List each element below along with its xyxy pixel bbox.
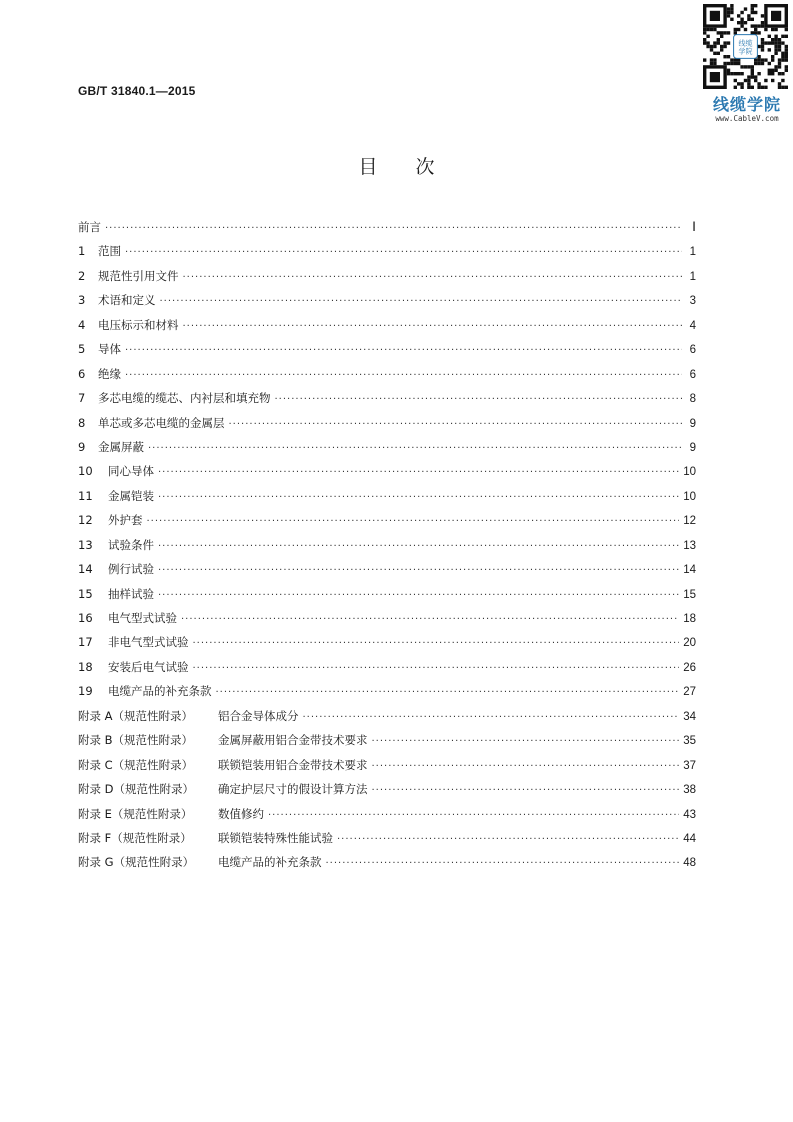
toc-entry[interactable]: [78, 337, 696, 361]
toc-entry-label: 联锁铠装特殊性能试验: [218, 830, 333, 845]
toc-entry-page: 14: [683, 564, 696, 577]
toc-entry[interactable]: [78, 557, 696, 581]
toc-dot-leader: [158, 559, 679, 583]
toc-entry[interactable]: [78, 630, 696, 654]
toc-entry-page: 6: [689, 368, 696, 381]
toc-dot-leader: [147, 510, 680, 534]
toc-entry-label: 非电气型式试验: [108, 635, 189, 650]
toc-entry-label: 电压标示和材料: [98, 317, 179, 332]
toc-entry-number: 2: [78, 268, 86, 283]
toc-dot-leader: [372, 755, 680, 779]
toc-dot-leader: [326, 852, 680, 876]
toc-entry-number: 5: [78, 342, 86, 357]
toc-dot-leader: [183, 266, 683, 290]
toc-entry[interactable]: [78, 728, 696, 752]
toc-entry[interactable]: [78, 386, 696, 410]
page-title: 目次: [358, 156, 473, 178]
toc-entry-label: 试验条件: [108, 537, 154, 552]
toc-entry-number: 4: [78, 317, 86, 332]
toc-entry-number: 附录 B（规范性附录）: [78, 733, 194, 748]
toc-entry-page: 27: [683, 686, 696, 699]
toc-entry-number: 3: [78, 293, 86, 308]
toc-entry[interactable]: [78, 459, 696, 483]
toc-entry-label: 铝合金导体成分: [218, 708, 299, 723]
toc-entry-page: 20: [683, 637, 696, 650]
toc-entry-number: 15: [78, 586, 93, 601]
toc-entry-number: 附录 F（规范性附录）: [78, 830, 192, 845]
toc-entry-label: 确定护层尺寸的假设计算方法: [218, 782, 368, 797]
toc-entry-label: 数值修约: [218, 806, 264, 821]
toc-entry[interactable]: [78, 435, 696, 459]
qr-code-icon: [700, 2, 792, 90]
toc-dot-leader: [181, 608, 679, 632]
toc-entry-number: 附录 C（规范性附录）: [78, 757, 194, 772]
toc-entry[interactable]: [78, 411, 696, 435]
toc-entry-page: 3: [689, 295, 696, 308]
toc-entry[interactable]: [78, 362, 696, 386]
toc-entry-page: 12: [683, 515, 696, 528]
toc-entry-label: 金属屏蔽: [98, 439, 144, 454]
toc-entry-label: 规范性引用文件: [98, 268, 179, 283]
toc-entry-number: 18: [78, 659, 93, 674]
brand-name: 线缆学院: [712, 95, 781, 114]
toc-dot-leader: [372, 730, 680, 754]
toc-entry-label: 金属屏蔽用铝合金带技术要求: [218, 733, 368, 748]
toc-entry-page: 13: [683, 539, 696, 552]
toc-entry-number: 14: [78, 562, 93, 577]
toc-dot-leader: [158, 584, 679, 608]
toc-entry-label: 联锁铠装用铝合金带技术要求: [218, 757, 368, 772]
toc-entry-label: 安装后电气试验: [108, 659, 189, 674]
toc-entry-number: 17: [78, 635, 93, 650]
toc-entry[interactable]: [78, 508, 696, 532]
toc-entry-number: 附录 G（规范性附录）: [78, 855, 195, 870]
brand-url: www.CableV.com: [715, 114, 779, 123]
toc-entry-label: 单芯或多芯电缆的金属层: [98, 415, 225, 430]
toc-entry-label: 导体: [98, 342, 121, 357]
toc-entry[interactable]: [78, 826, 696, 850]
toc-entry-label: 范围: [98, 244, 121, 259]
toc-entry-page: 37: [683, 759, 696, 772]
toc-entry-number: 8: [78, 415, 86, 430]
toc-dot-leader: [125, 364, 682, 388]
toc-entry-number: 9: [78, 439, 86, 454]
toc-dot-leader: [372, 779, 680, 803]
toc-entry-page: 6: [689, 344, 696, 357]
toc-entry-page: 10: [683, 466, 696, 479]
toc-entry[interactable]: [78, 802, 696, 826]
toc-entry-page: 44: [683, 832, 696, 845]
toc-entry-page: 18: [683, 613, 696, 625]
toc-entry-label: 外护套: [108, 513, 143, 528]
toc-entry-page: 4: [689, 319, 696, 332]
toc-entry-number: 12: [78, 513, 93, 528]
toc-dot-leader: [125, 241, 682, 265]
toc-dot-leader: [158, 461, 679, 485]
toc-dot-leader: [148, 437, 682, 461]
toc-entry-number: 1: [78, 244, 86, 259]
toc-entry-label: 绝缘: [98, 366, 121, 381]
toc-entry[interactable]: [78, 655, 696, 679]
toc-entry[interactable]: [78, 239, 696, 263]
standard-code: GB/T 31840.1—2015: [78, 84, 196, 98]
toc-entry[interactable]: [78, 215, 696, 239]
toc-entry-page: 34: [683, 710, 696, 723]
toc-entry-page: 9: [689, 441, 696, 454]
toc-entry-page: 26: [683, 661, 696, 674]
toc-entry-number: 6: [78, 366, 86, 381]
toc-entry-page: 38: [683, 784, 696, 797]
toc-entry[interactable]: [78, 313, 696, 337]
toc-dot-leader: [216, 681, 680, 705]
toc-entry-number: 19: [78, 684, 93, 699]
table-of-contents: [78, 215, 696, 875]
toc-entry-page: 1: [689, 246, 696, 259]
toc-entry-label: 电缆产品的补充条款: [108, 684, 212, 699]
toc-dot-leader: [268, 804, 679, 828]
toc-dot-leader: [337, 828, 679, 852]
toc-dot-leader: [158, 535, 679, 559]
toc-entry-label: 电气型式试验: [108, 611, 177, 625]
qr-badge-text: 线缆: [738, 39, 753, 48]
toc-entry-label: 多芯电缆的缆芯、内衬层和填充物: [98, 391, 271, 406]
toc-entry[interactable]: [78, 850, 696, 874]
toc-entry-label: 金属铠装: [108, 488, 154, 503]
toc-entry[interactable]: [78, 582, 696, 606]
toc-entry-number: 附录 E（规范性附录）: [78, 806, 193, 821]
toc-entry-label: 电缆产品的补充条款: [218, 855, 322, 870]
toc-dot-leader: [158, 486, 679, 510]
toc-dot-leader: [183, 315, 683, 339]
toc-entry-number: 10: [78, 464, 93, 479]
toc-dot-leader: [275, 388, 683, 412]
toc-entry-label: 抽样试验: [108, 586, 154, 601]
toc-entry-page: 8: [689, 393, 696, 406]
toc-entry-label: 术语和定义: [98, 293, 156, 308]
toc-entry-page: Ⅰ: [692, 219, 696, 234]
toc-dot-leader: [229, 413, 683, 437]
toc-entry-label: 同心导体: [108, 464, 154, 479]
toc-dot-leader: [105, 217, 682, 241]
toc-entry[interactable]: [78, 679, 696, 703]
toc-dot-leader: [125, 339, 682, 363]
toc-entry[interactable]: [78, 777, 696, 801]
toc-entry[interactable]: [78, 606, 696, 630]
toc-entry-page: 15: [683, 588, 696, 601]
toc-entry[interactable]: [78, 288, 696, 312]
toc-entry-number: 附录 D（规范性附录）: [78, 782, 195, 797]
toc-entry-page: 9: [689, 417, 696, 430]
toc-entry[interactable]: [78, 533, 696, 557]
toc-entry-page: 1: [689, 270, 696, 283]
toc-entry[interactable]: [78, 704, 696, 728]
toc-dot-leader: [160, 290, 683, 314]
toc-dot-leader: [193, 632, 680, 656]
toc-entry[interactable]: [78, 264, 696, 288]
toc-entry-page: 43: [683, 808, 696, 821]
toc-entry-page: 35: [683, 735, 696, 748]
toc-entry-number: 7: [78, 391, 86, 406]
toc-entry-number: 13: [78, 537, 93, 552]
qr-badge-text: 学院: [738, 47, 753, 56]
toc-entry-label: 前言: [78, 220, 101, 234]
toc-entry-label: 例行试验: [108, 562, 154, 577]
toc-entry-number: 11: [78, 488, 93, 503]
toc-entry[interactable]: [78, 753, 696, 777]
toc-entry-page: 10: [683, 490, 696, 503]
toc-entry-number: 附录 A（规范性附录）: [78, 708, 194, 723]
toc-dot-leader: [303, 706, 680, 730]
toc-entry-page: 48: [683, 857, 696, 870]
toc-entry[interactable]: [78, 484, 696, 508]
toc-entry-number: 16: [78, 611, 93, 625]
toc-dot-leader: [193, 657, 680, 681]
